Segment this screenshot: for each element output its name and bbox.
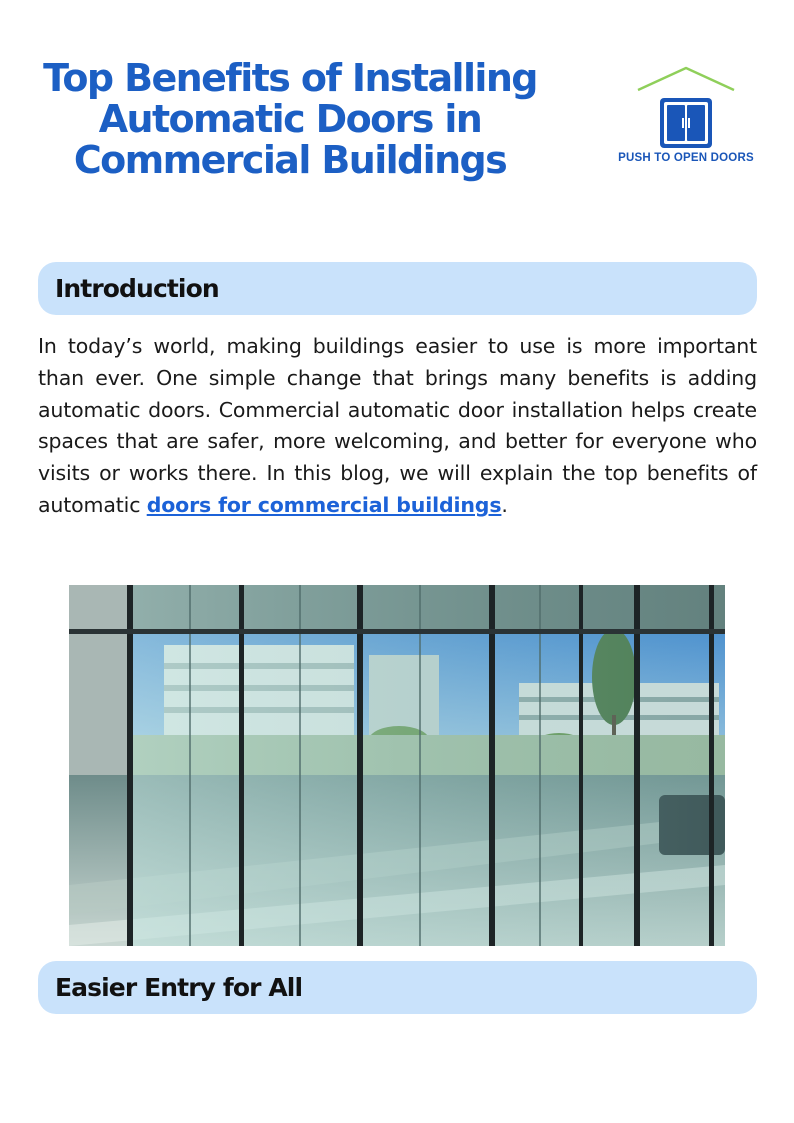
brand-logo[interactable] xyxy=(616,64,756,174)
automatic-glass-doors-photo xyxy=(69,585,725,946)
title-line-1: Top Benefits of Installing xyxy=(43,56,537,100)
title-line-2: Automatic Doors in xyxy=(98,97,482,141)
section-heading-introduction xyxy=(38,262,757,315)
title-line-3: Commercial Buildings xyxy=(73,138,507,182)
section-heading-text: Introduction xyxy=(55,274,219,303)
house-door-icon xyxy=(616,64,756,154)
intro-text-end: . xyxy=(501,492,508,517)
intro-paragraph xyxy=(38,331,757,522)
section-heading-text: Easier Entry for All xyxy=(55,973,303,1002)
page-title xyxy=(20,58,560,181)
section-heading-easier-entry xyxy=(38,961,757,1014)
logo-text: PUSH TO OPEN DOORS xyxy=(618,152,754,164)
glass-doors-illustration xyxy=(69,585,725,946)
intro-text: In today’s world, making buildings easier to use is more important than ever. One simple change that brings many benefits is adding automatic doors. Commercial automatic door installation helps create spaces that are safer, more welcoming, and better for everyone who visits or works there. In this blog, we will explain the top benefits of automatic xyxy=(38,334,757,517)
commercial-doors-link[interactable]: doors for commercial buildings xyxy=(146,492,502,517)
